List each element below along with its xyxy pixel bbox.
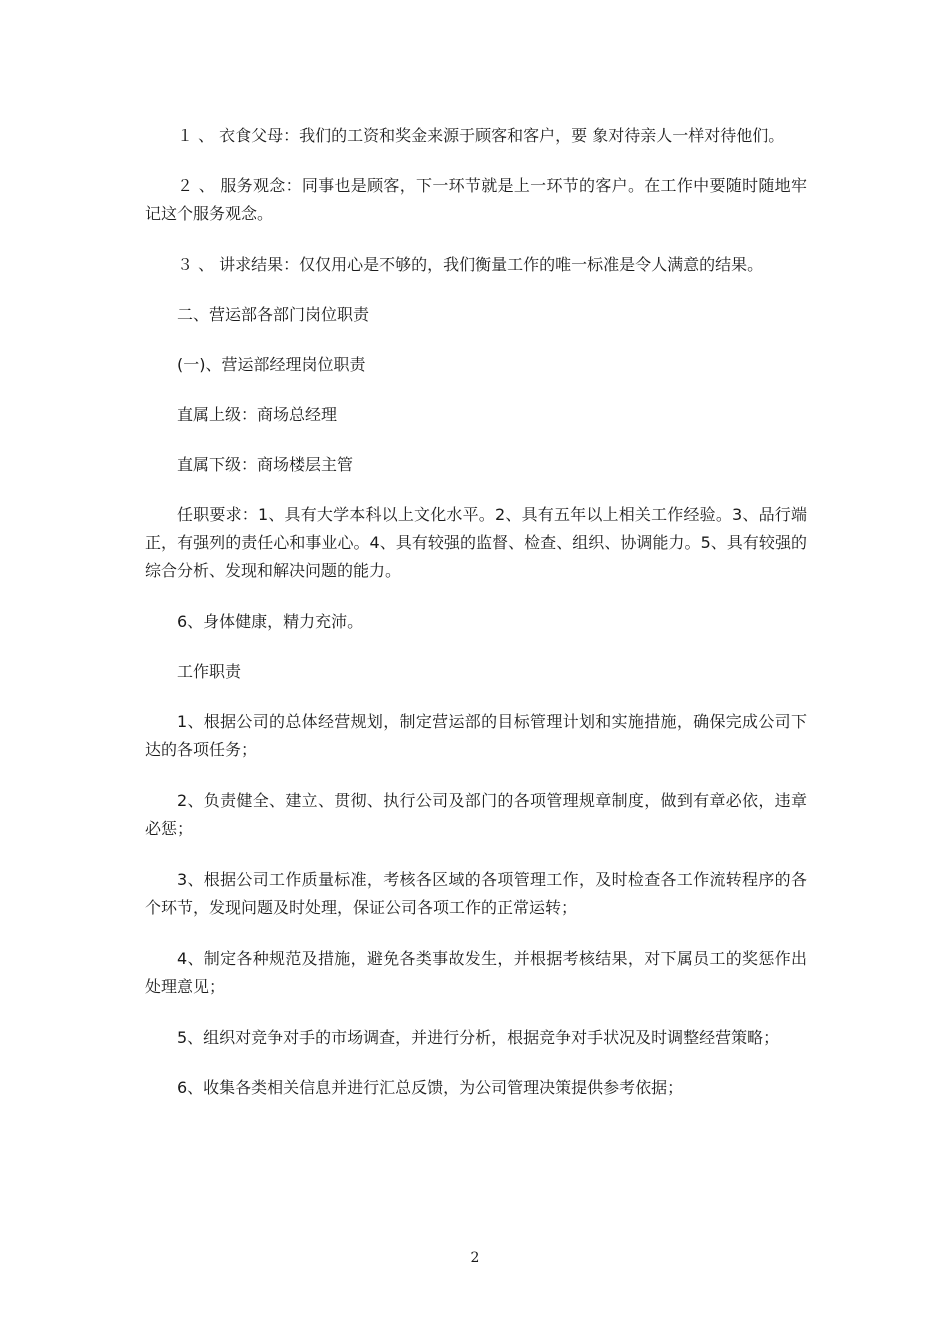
paragraph-direct-subordinate: 直属下级：商场楼层主管 — [177, 455, 354, 474]
page-number: 2 — [470, 1250, 480, 1266]
paragraph-principle-2: ２ 、 服务观念：同事也是顾客，下一环节就是上一环节的客户。在工作中要随时随地牢记这个服务观念。 — [145, 176, 807, 223]
duty-item-5: 5、组织对竞争对手的市场调查，并进行分析，根据竞争对手状况及时调整经营策略； — [177, 1028, 780, 1047]
paragraph-requirements: 任职要求：1、具有大学本科以上文化水平。2、具有五年以上相关工作经验。3、品行端正，有强列的责任心和事业心。4、具有较强的监督、检查、组织、协调能力。5、具有较强的综合分析、发现和解决问题的能力。 — [145, 505, 807, 580]
duty-item-1: 1、根据公司的总体经营规划，制定营运部的目标管理计划和实施措施，确保完成公司下达的各项任务； — [145, 712, 807, 759]
subsection-heading: (一)、营运部经理岗位职责 — [177, 355, 366, 374]
document-body — [145, 122, 807, 1102]
paragraph-requirement-6: 6、身体健康，精力充沛。 — [177, 612, 364, 631]
duty-item-2: 2、负责健全、建立、贯彻、执行公司及部门的各项管理规章制度，做到有章必依，违章必惩； — [145, 791, 807, 838]
section-heading: 二、营运部各部门岗位职责 — [177, 305, 370, 324]
paragraph-principle-3: ３ 、 讲求结果：仅仅用心是不够的，我们衡量工作的唯一标准是令人满意的结果。 — [177, 255, 764, 274]
paragraph-principle-1: １ 、 衣食父母：我们的工资和奖金来源于顾客和客户，要 象对待亲人一样对待他们。 — [177, 126, 785, 145]
duty-item-4: 4、制定各种规范及措施，避免各类事故发生，并根据考核结果，对下属员工的奖惩作出处理意见； — [145, 949, 807, 996]
paragraph-direct-superior: 直属上级：商场总经理 — [177, 405, 338, 424]
duties-heading: 工作职责 — [177, 662, 242, 681]
duty-item-3: 3、根据公司工作质量标准，考核各区域的各项管理工作，及时检查各工作流转程序的各个环节，发现问题及时处理，保证公司各项工作的正常运转； — [145, 870, 807, 917]
duty-item-6: 6、收集各类相关信息并进行汇总反馈，为公司管理决策提供参考依据； — [177, 1078, 684, 1097]
